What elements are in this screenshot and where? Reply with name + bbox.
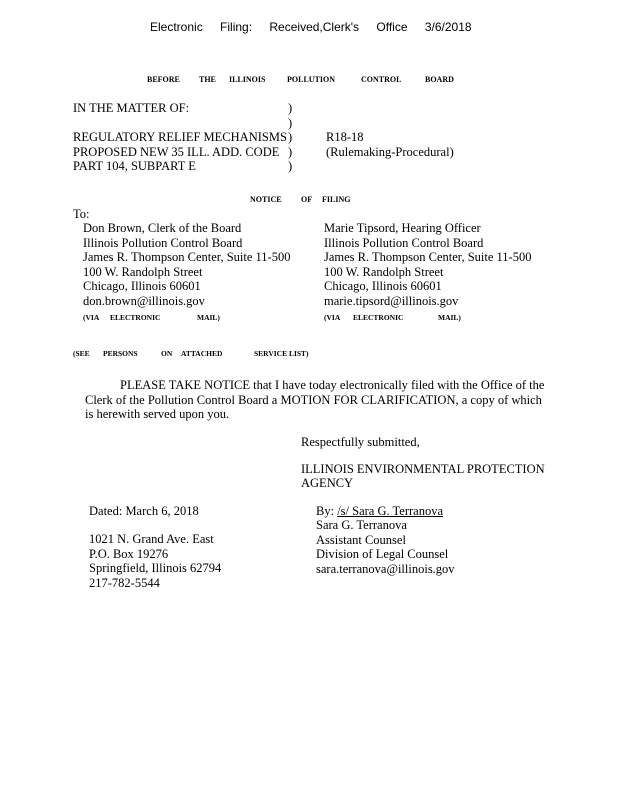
notice-title bbox=[250, 195, 364, 207]
caption-type: (Rulemaking-Procedural) bbox=[326, 145, 454, 159]
stamp-date: 3/6/2018 bbox=[424, 20, 472, 34]
caption-line-3: PART 104, SUBPART E bbox=[73, 159, 196, 173]
see-word: ATTACHED bbox=[181, 349, 223, 358]
recipient-email[interactable]: don.brown@illinois.gov bbox=[83, 293, 205, 308]
board-title-word: BOARD bbox=[425, 75, 454, 84]
to-label: To: bbox=[73, 207, 90, 221]
board-title-word: BEFORE bbox=[147, 75, 180, 84]
agency-name-2: AGENCY bbox=[301, 476, 354, 490]
recipient-addr2: 100 W. Randolph Street bbox=[83, 264, 203, 279]
signatory-name: Sara G. Terranova bbox=[316, 518, 407, 532]
agency-address bbox=[89, 532, 221, 590]
recipient-email[interactable]: marie.tipsord@illinois.gov bbox=[324, 293, 459, 308]
recipient-addr1: James R. Thompson Center, Suite 11-500 bbox=[324, 250, 532, 264]
notice-title-word: FILING bbox=[322, 195, 351, 204]
recipient-addr2: 100 W. Randolph Street bbox=[324, 264, 444, 279]
stamp-filing: Filing: bbox=[220, 20, 253, 34]
address-po: P.O. Box 19276 bbox=[89, 546, 169, 561]
signatory-title: Assistant Counsel bbox=[316, 532, 406, 547]
caption-paren: ) bbox=[288, 159, 293, 173]
via-electronic-mail bbox=[83, 308, 290, 320]
address-phone: 217-782-5544 bbox=[89, 575, 160, 590]
recipient-left bbox=[83, 221, 290, 320]
board-title-word: THE bbox=[199, 75, 216, 84]
caption-paren: ) bbox=[288, 130, 293, 144]
via-word: (VIA bbox=[83, 313, 100, 322]
recipient-org: Illinois Pollution Control Board bbox=[83, 235, 243, 250]
via-word: MAIL) bbox=[197, 313, 220, 322]
recipient-right bbox=[324, 221, 531, 320]
board-title-word: POLLUTION bbox=[287, 75, 336, 84]
stamp-electronic: Electronic bbox=[150, 20, 203, 34]
caption-docket: R18-18 bbox=[326, 130, 364, 144]
caption-paren: ) bbox=[288, 116, 293, 130]
via-word: ELECTRONIC bbox=[353, 313, 404, 322]
dated: Dated: March 6, 2018 bbox=[89, 504, 199, 518]
board-title-word: ILLINOIS bbox=[229, 75, 266, 84]
recipient-city: Chicago, Illinois 60601 bbox=[83, 279, 201, 293]
signatory-division: Division of Legal Counsel bbox=[316, 547, 449, 561]
notice-body-line-3: is herewith served upon you. bbox=[85, 407, 230, 421]
recipient-name: Don Brown, Clerk of the Board bbox=[83, 221, 242, 235]
signature: /s/ Sara G. Terranova bbox=[337, 504, 443, 518]
notice-title-word: NOTICE bbox=[250, 195, 282, 204]
signature-line bbox=[316, 504, 443, 519]
caption-line-2: PROPOSED NEW 35 ILL. ADD. CODE bbox=[73, 145, 280, 159]
recipient-org: Illinois Pollution Control Board bbox=[324, 235, 484, 250]
see-word: SERVICE LIST) bbox=[254, 349, 309, 358]
via-word: (VIA bbox=[324, 313, 341, 322]
see-word: ON bbox=[161, 349, 173, 358]
signatory-email[interactable]: sara.terranova@illinois.gov bbox=[316, 561, 455, 576]
recipient-addr1: James R. Thompson Center, Suite 11-500 bbox=[83, 250, 291, 264]
see-word: (SEE bbox=[73, 349, 90, 358]
notice-body-line-2: Clerk of the Pollution Control Board a MOTION FOR CLARIFICATION, a copy of which bbox=[85, 393, 542, 407]
caption-paren: ) bbox=[288, 145, 293, 159]
via-electronic-mail bbox=[324, 308, 531, 320]
recipient-city: Chicago, Illinois 60601 bbox=[324, 279, 442, 293]
recipient-name: Marie Tipsord, Hearing Officer bbox=[324, 221, 481, 235]
see-word: PERSONS bbox=[103, 349, 138, 358]
notice-title-word: OF bbox=[301, 195, 313, 204]
via-word: MAIL) bbox=[438, 313, 461, 322]
address-street: 1021 N. Grand Ave. East bbox=[89, 532, 214, 546]
filing-stamp-header bbox=[150, 20, 472, 34]
respectfully-submitted: Respectfully submitted, bbox=[301, 435, 420, 449]
via-word: ELECTRONIC bbox=[110, 313, 161, 322]
caption-line-1: REGULATORY RELIEF MECHANISMS bbox=[73, 130, 287, 144]
agency-name-1: ILLINOIS ENVIRONMENTAL PROTECTION bbox=[301, 462, 545, 476]
caption-paren: ) bbox=[288, 101, 293, 115]
notice-body-line-1: PLEASE TAKE NOTICE that I have today electronically filed with the Office of the bbox=[120, 378, 545, 392]
caption-in-matter: IN THE MATTER OF: bbox=[73, 101, 190, 115]
address-city: Springfield, Illinois 62794 bbox=[89, 561, 222, 575]
stamp-office: Office bbox=[376, 20, 408, 34]
signatory-details bbox=[316, 518, 455, 576]
signature-by: By: bbox=[316, 504, 335, 518]
board-title-word: CONTROL bbox=[361, 75, 402, 84]
stamp-received: Received,Clerk's bbox=[269, 20, 360, 34]
